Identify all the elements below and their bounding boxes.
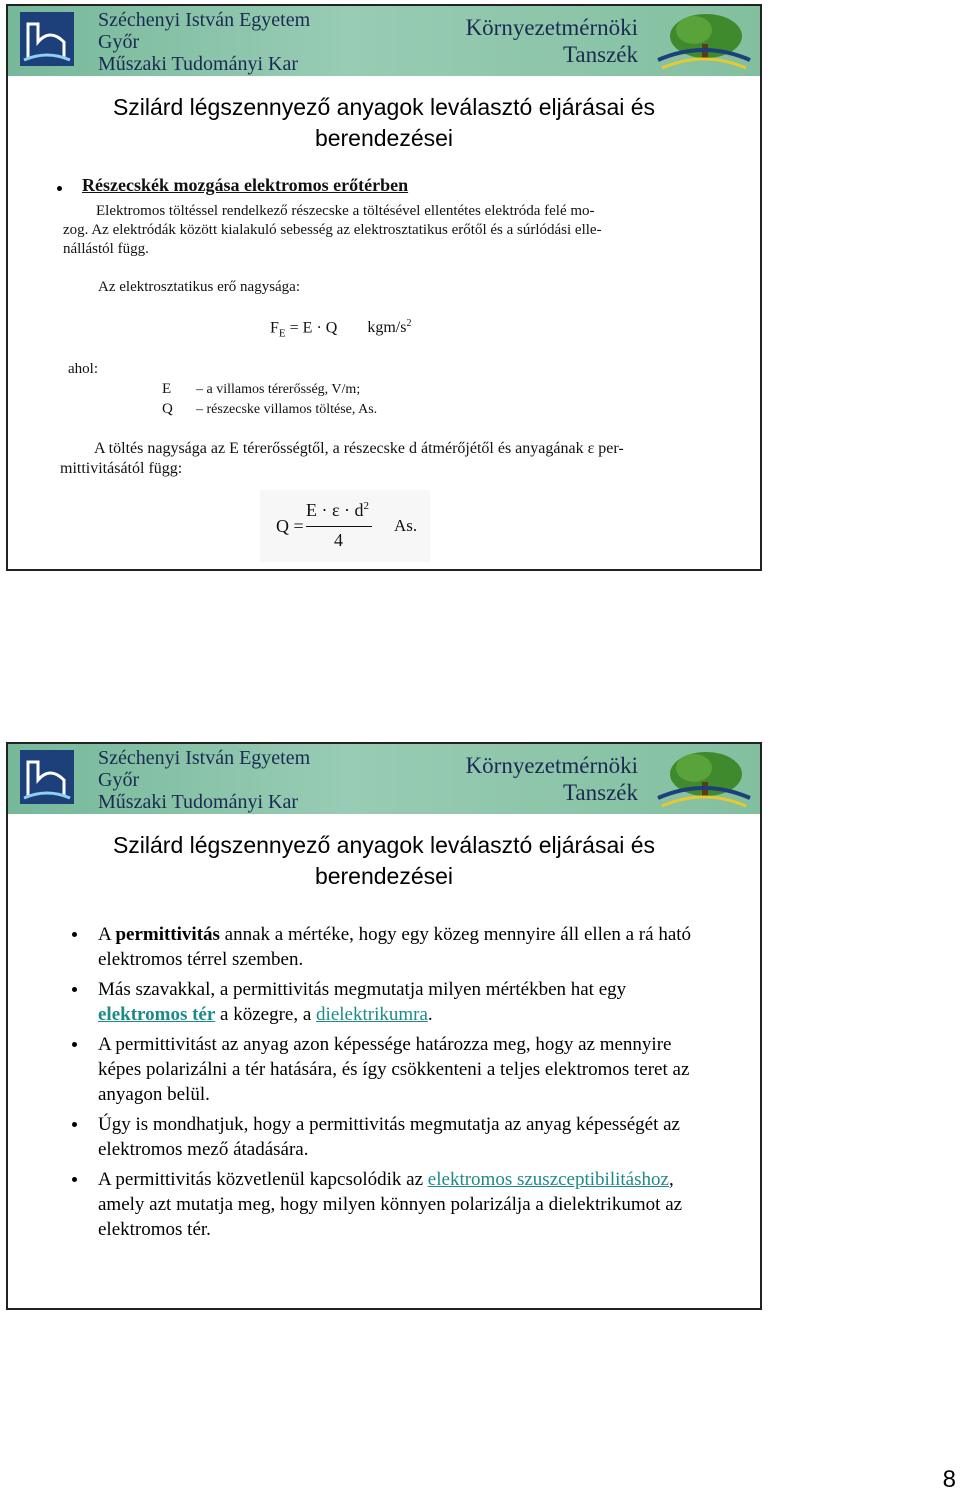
link-szuszceptibilitas[interactable]: elektromos szuszceptibilitáshoz [427,1169,669,1190]
charge-formula: Q = $E \cdot \varepsilon \cdot d^2$ 4 As. [260,490,430,562]
charge-text-line: A töltés nagysága az E térerősségtől, a részecske d átmérőjétől és anyagának ε per- [94,440,624,457]
university-logo [20,12,74,66]
slide-header-banner [8,6,760,76]
force-label: Az elektrosztatikus erő nagysága: [98,279,301,295]
definition-symbol: E [162,381,172,397]
force-formula: $F_E = E \cdot Q$ kgm/$s^2$ [270,318,412,340]
list-item: A permittivitást az anyag azon képessége határozza meg, hogy az mennyire képes polarizálni a tér hatására, és így csökkenteni a teljes elektromos teret az anyagon belül. [70,1032,710,1107]
university-name: Széchenyi István Egyetem Győr Műszaki Tudományi Kar [98,9,311,75]
department-logo [654,10,754,72]
slide-header-banner [8,744,760,814]
paragraph-line: nállástól függ. [63,241,149,257]
section-heading: Részecskék mozgása elektromos erőtérben [82,175,409,195]
department-name: Környezetmérnöki Tanszék [465,15,638,67]
charge-text-line: mittivitásától függ: [60,460,183,477]
slide-title: Szilárd légszennyező anyagok leválasztó eljárásai és berendezései [112,94,656,151]
definition-text: – részecske villamos töltése, As. [196,402,378,417]
link-dielektrikumra[interactable]: dielektrikumra [316,1004,428,1025]
department-name: Környezetmérnöki Tanszék [465,753,638,805]
link-elektromos-ter[interactable]: elektromos tér [98,1004,216,1025]
bullet-dot [57,186,62,191]
slide-title: Szilárd légszennyező anyagok leválasztó eljárásai és berendezései [112,832,656,889]
list-item: A permittivitás közvetlenül kapcsolódik az elektromos szuszceptibilitáshoz, amely azt mutatja meg, hogy milyen könnyen polarizálja a dielektrikumot az elektromos tér. [70,1167,710,1242]
where-label: ahol: [68,361,98,377]
university-logo [20,750,74,804]
department-logo [654,748,754,810]
list-item: Úgy is mondhatjuk, hogy a permittivitás megmutatja az anyag képességét az elektromos mező átadására. [70,1112,710,1162]
slide-2 [6,742,762,1310]
paragraph-line: zog. Az elektródák között kialakuló sebesség az elektrosztatikus erőtől és a súrlódási elle- [63,222,602,238]
definition-symbol: Q [162,401,173,417]
page-number: 8 [942,1466,956,1493]
list-item: Más szavakkal, a permittivitás megmutatja milyen mértékben hat egy elektromos tér a közegre, a dielektrikumra. [70,977,710,1027]
bullet-list [70,922,710,1247]
paragraph-line: Elektromos töltéssel rendelkező részecske a töltésével ellentétes elektróda felé mo- [96,203,595,219]
slide-1 [6,4,762,571]
definition-text: – a villamos térerősség, V/m; [196,382,361,397]
university-name: Széchenyi István Egyetem Győr Műszaki Tudományi Kar [98,747,311,813]
fraction-bar [306,526,372,527]
list-item: A permittivitás annak a mértéke, hogy egy közeg mennyire áll ellen a rá ható elektromos térrel szemben. [70,922,710,972]
